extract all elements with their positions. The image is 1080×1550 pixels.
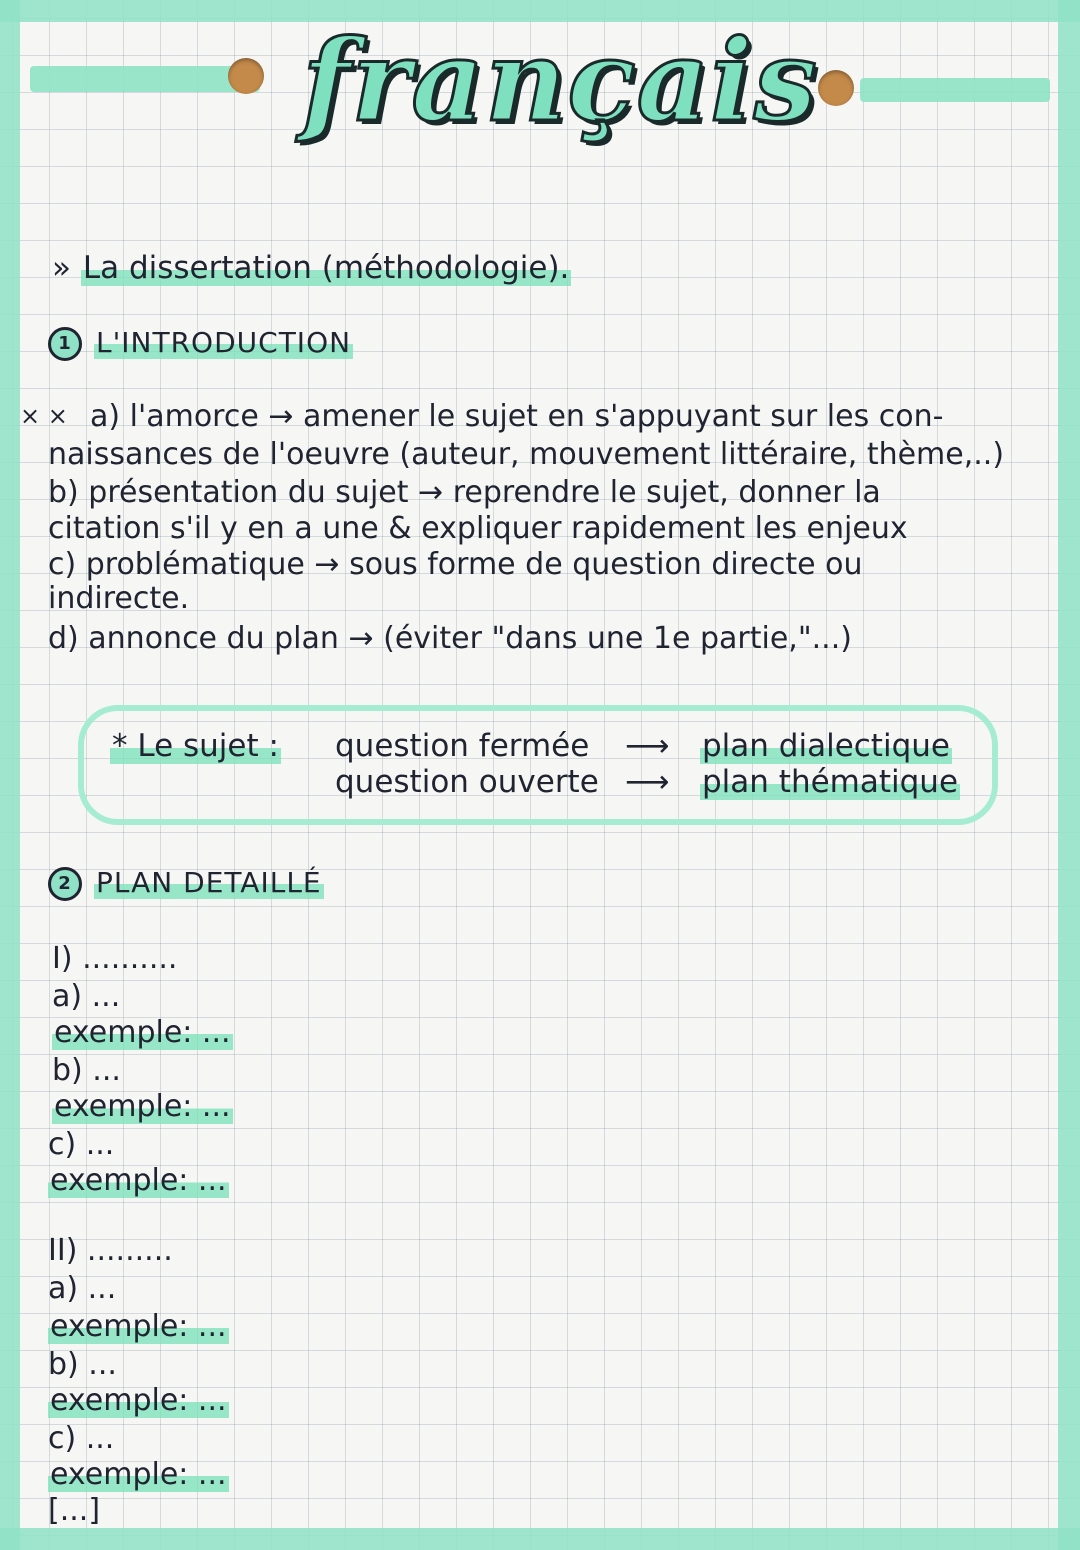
sujet-label: * Le sujet : [112,728,279,764]
plan-part1-line-6: c) ... [48,1127,115,1162]
plan-part2-line-6: c) ... [48,1421,115,1456]
section1-heading [48,326,353,361]
plan-part2-line-4: b) ... [48,1347,117,1382]
plan-part1-line-5: exemple: ... [54,1089,231,1124]
intro-line-3: b) présentation du sujet → reprendre le sujet, donner la [48,475,881,510]
section1-title: L'INTRODUCTION [96,326,352,359]
page-title: français [302,16,818,147]
sujet-row-2-question: question ouverte [335,764,599,800]
sujet-row-1-plan: plan dialectique [702,728,950,764]
plan-part1-line-2: a) ... [52,979,121,1014]
sujet-row-1-question: question fermée [335,728,590,764]
plan-part1-line-4: b) ... [52,1053,121,1088]
intro-line-1: a) l'amorce → amener le sujet en s'appuyant sur les con- [90,399,944,434]
plan-part2-line-2: a) ... [48,1271,117,1306]
plan-part2-line-7: exemple: ... [50,1457,227,1492]
intro-line-4: citation s'il y en a une & expliquer rapidement les enjeux [48,511,908,546]
plan-part1-line-3: exemple: ... [54,1015,231,1050]
section1-number-badge: 1 [48,327,82,361]
intro-line-6: indirecte. [48,581,190,616]
plan-part1-line-7: exemple: ... [50,1163,227,1198]
plan-part1-line-1: I) .......... [52,941,178,976]
subject-title: La dissertation (méthodologie). [82,250,570,286]
subject-line [52,250,571,287]
intro-line-2: naissances de l'oeuvre (auteur, mouvement littéraire, thème,..) [48,437,1005,472]
frame-right [1058,0,1080,1550]
plan-part2-line-1: II) ......... [48,1233,173,1268]
intro-line-5: c) problématique → sous forme de question directe ou [48,547,863,582]
cross-marks: × × [20,402,68,430]
section2-heading [48,866,324,901]
title-band-left [30,66,260,92]
chevron-marker: » [52,250,71,286]
frame-left [0,0,20,1550]
intro-line-7: d) annonce du plan → (éviter "dans une 1e partie,"...) [48,621,852,656]
sujet-row-1-arrow: ⟶ [625,728,670,764]
sujet-row-2-plan: plan thématique [702,764,959,800]
plan-part2-line-3: exemple: ... [50,1309,227,1344]
section2-title: PLAN DETAILLÉ [96,866,322,899]
section2-number-badge: 2 [48,867,82,901]
punch-hole-left [228,58,264,94]
punch-hole-right [818,70,854,106]
plan-part2-line-5: exemple: ... [50,1383,227,1418]
frame-bottom [0,1528,1080,1550]
title-band-right [860,78,1050,102]
sujet-row-2-arrow: ⟶ [625,764,670,800]
plan-part2-line-8: [...] [48,1493,101,1528]
